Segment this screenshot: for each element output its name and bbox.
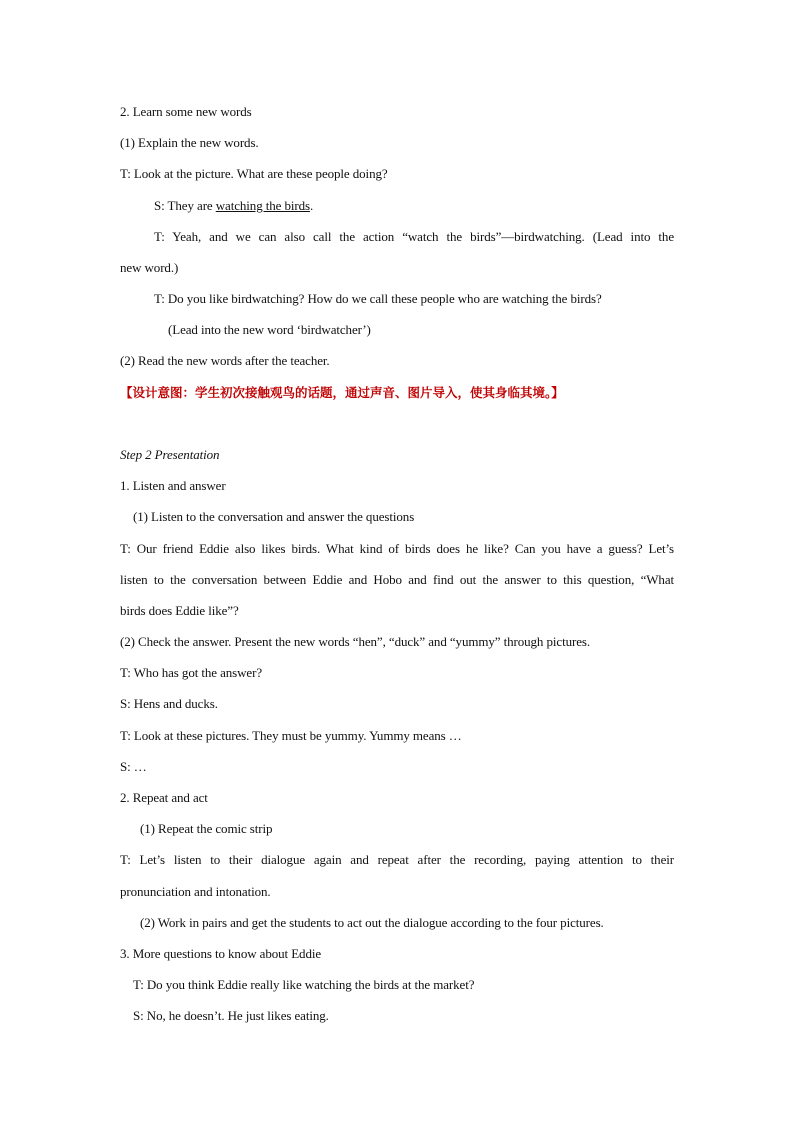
dialogue-line: T: Our friend Eddie also likes birds. What kind of birds does he like? Can you have a guess? Let’s xyxy=(120,541,674,556)
dialogue-line: listen to the conversation between Eddie and Hobo and find out the answer to this question, “What xyxy=(120,572,674,587)
sub-step: (2) Read the new words after the teacher. xyxy=(120,353,330,368)
underlined-phrase: watching the birds xyxy=(215,198,310,213)
section-heading: 2. Learn some new words xyxy=(120,104,252,119)
sub-step: (1) Explain the new words. xyxy=(120,135,259,150)
dialogue-line: T: Who has got the answer? xyxy=(120,665,262,680)
sub-step: (2) Check the answer. Present the new words “hen”, “duck” and “yummy” through pictures. xyxy=(120,634,590,649)
dialogue-line: S: … xyxy=(120,759,147,774)
dialogue-line: T: Do you like birdwatching? How do we call these people who are watching the birds? xyxy=(154,291,602,306)
dialogue-line: T: Do you think Eddie really like watching the birds at the market? xyxy=(133,977,475,992)
dialogue-text: S: They are xyxy=(154,198,216,213)
dialogue-line: S: No, he doesn’t. He just likes eating. xyxy=(133,1008,329,1023)
dialogue-line xyxy=(154,198,313,214)
section-heading: 2. Repeat and act xyxy=(120,790,208,805)
section-heading: 3. More questions to know about Eddie xyxy=(120,946,322,961)
sub-step: (1) Listen to the conversation and answer the questions xyxy=(133,509,415,524)
dialogue-line: T: Look at the picture. What are these people doing? xyxy=(120,166,388,181)
dialogue-line: T: Let’s listen to their dialogue again and repeat after the recording, paying attention to their xyxy=(120,852,674,867)
dialogue-line: birds does Eddie like”? xyxy=(120,603,239,618)
sub-step: (2) Work in pairs and get the students to act out the dialogue according to the four pictures. xyxy=(140,915,604,930)
step-title: Step 2 Presentation xyxy=(120,447,220,462)
dialogue-text: . xyxy=(309,198,314,213)
dialogue-line: new word.) xyxy=(120,260,179,275)
sub-step: (1) Repeat the comic strip xyxy=(140,821,273,836)
dialogue-line: S: Hens and ducks. xyxy=(120,696,218,711)
dialogue-line: pronunciation and intonation. xyxy=(120,884,271,899)
instruction-note: (Lead into the new word ‘birdwatcher’) xyxy=(168,322,371,337)
section-heading: 1. Listen and answer xyxy=(120,478,226,493)
dialogue-line: T: Look at these pictures. They must be yummy. Yummy means … xyxy=(120,728,462,743)
design-intent-note: 【设计意图：学生初次接触观鸟的话题，通过声音、图片导入，使其身临其境。】 xyxy=(120,385,564,400)
dialogue-line: T: Yeah, and we can also call the action “watch the birds”—birdwatching. (Lead into the xyxy=(154,229,674,244)
